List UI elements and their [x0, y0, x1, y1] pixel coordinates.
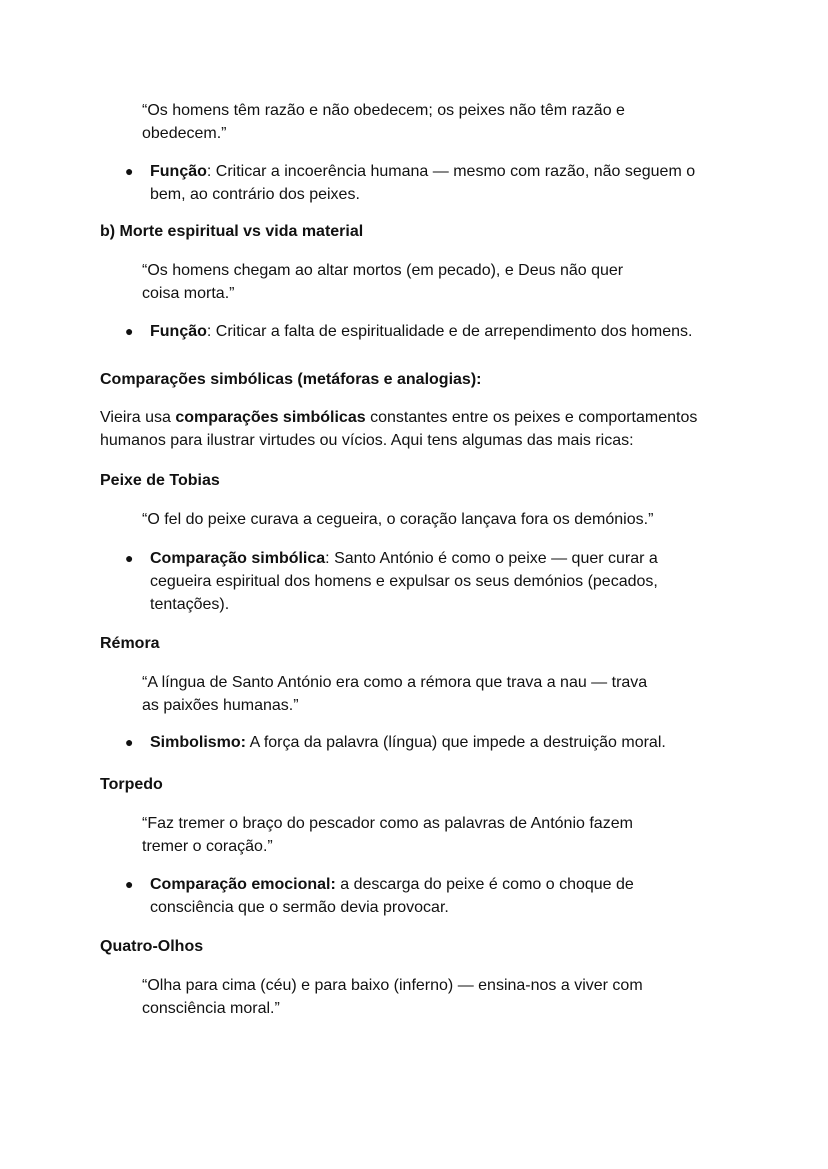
bullet-label: Função	[150, 163, 207, 180]
section-title-quatro-olhos: Quatro-Olhos	[100, 938, 204, 955]
section-title-torpedo: Torpedo	[100, 776, 163, 793]
quote-line: “A língua de Santo António era como a rémora que trava a nau — trava	[142, 674, 648, 691]
quote-line: obedecem.”	[142, 125, 227, 142]
bullet-funcao-2	[125, 320, 735, 343]
bullet-funcao-1	[125, 160, 735, 206]
bullet-icon: ●	[125, 876, 134, 892]
quote-line: tremer o coração.”	[142, 838, 273, 855]
quote-tobias: “O fel do peixe curava a cegueira, o coração lançava fora os demónios.”	[142, 511, 654, 528]
bullet-comparacao-emocional	[125, 873, 735, 919]
quote-remora	[142, 671, 682, 717]
quote-line: “Faz tremer o braço do pescador como as palavras de António fazem	[142, 815, 633, 832]
intro-bold: comparações simbólicas	[175, 409, 366, 426]
quote-line: “Olha para cima (céu) e para baixo (inferno) — ensina-nos a viver com	[142, 977, 643, 994]
quote-altar	[142, 259, 682, 305]
quote-line: “Os homens têm razão e não obedecem; os peixes não têm razão e	[142, 102, 625, 119]
bullet-text: : Criticar a falta de espiritualidade e de arrependimento dos homens.	[206, 323, 693, 340]
intro-paragraph: Vieira usa comparações simbólicas constantes entre os peixes e comportamentos humanos para ilustrar virtudes ou vícios. Aqui tens algumas das mais ricas:	[100, 409, 698, 449]
bullet-icon: ●	[125, 734, 134, 750]
bullet-simbolismo	[125, 731, 735, 754]
quote-razao	[142, 99, 682, 145]
bullet-text: a descarga do peixe é como o choque de consciência que o sermão devia provocar.	[150, 876, 634, 916]
quote-line: consciência moral.”	[142, 1000, 280, 1017]
bullet-comparacao-simbolica	[125, 547, 735, 616]
quote-torpedo	[142, 812, 682, 858]
bullet-text: A força da palavra (língua) que impede a destruição moral.	[246, 734, 666, 751]
bullet-label: Simbolismo:	[150, 734, 247, 751]
section-heading-comparacoes: Comparações simbólicas (metáforas e analogias):	[100, 371, 482, 388]
quote-line: as paixões humanas.”	[142, 697, 299, 714]
quote-quatro-olhos	[142, 974, 682, 1020]
bullet-icon: ●	[125, 550, 134, 566]
quote-line: coisa morta.”	[142, 285, 235, 302]
section-title-remora: Rémora	[100, 635, 160, 652]
bullet-label: Comparação simbólica	[150, 550, 326, 567]
section-heading-morte-espiritual: b) Morte espiritual vs vida material	[100, 223, 364, 240]
bullet-icon: ●	[125, 163, 134, 179]
bullet-label: Comparação emocional:	[150, 876, 336, 893]
quote-line: “Os homens chegam ao altar mortos (em pecado), e Deus não quer	[142, 262, 624, 279]
section-title-peixe-tobias: Peixe de Tobias	[100, 472, 220, 489]
bullet-text: : Criticar a incoerência humana — mesmo com razão, não seguem o bem, ao contrário dos peixes.	[150, 163, 696, 203]
bullet-icon: ●	[125, 323, 134, 339]
bullet-label: Função	[150, 323, 207, 340]
bullet-text: : Santo António é como o peixe — quer curar a cegueira espiritual dos homens e expulsar os seus demónios (pecados, tentações).	[150, 550, 658, 613]
